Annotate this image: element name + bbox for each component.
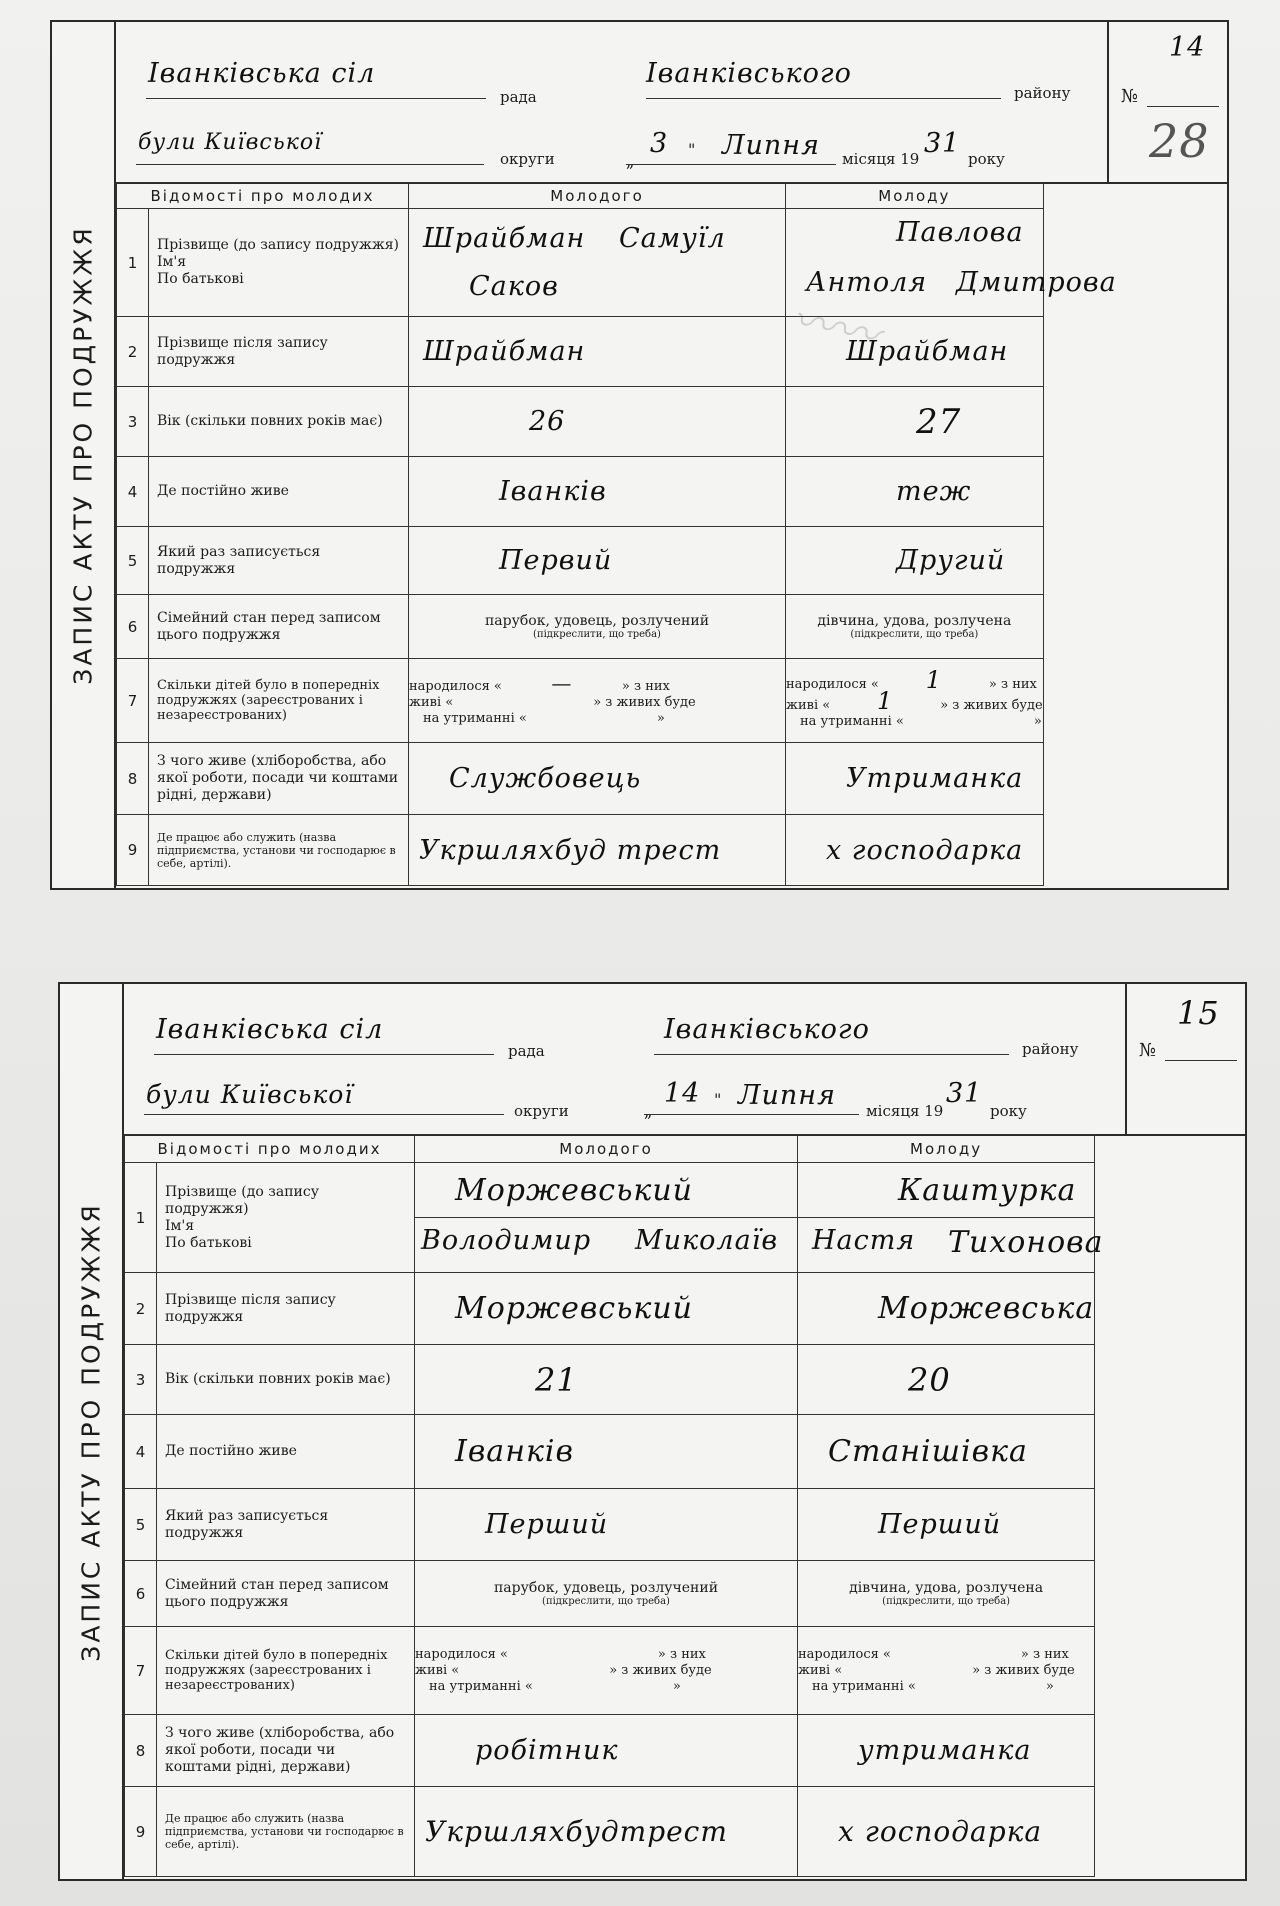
rada-label: рада [508, 1042, 545, 1060]
col-info-header: Відомості про молодих [125, 1135, 415, 1163]
kids-support-label: на утриманні « [423, 710, 527, 726]
record-table [116, 182, 1117, 886]
bride-residence: теж [896, 476, 972, 507]
bride-cell [786, 527, 1044, 595]
bride-cell [786, 743, 1044, 815]
groom-residence: Іванків [455, 1434, 574, 1469]
month-label: місяця 19 [866, 1102, 944, 1120]
bride-cell [798, 1715, 1095, 1787]
okruh-value: були Київської [138, 130, 323, 155]
side-title: ЗАПИС АКТУ ПРО ПОДРУЖЖЯ [76, 1201, 106, 1662]
kids-close-label: » [1033, 713, 1042, 729]
col-bride-header: Молоду [786, 183, 1044, 209]
groom-kids-born: — [551, 670, 573, 695]
bride-patronymic: Тихонова [948, 1225, 1104, 1260]
kids-close-label: » [1045, 1678, 1054, 1694]
bride-status-cell [798, 1561, 1095, 1627]
underline [644, 1114, 859, 1115]
status-hint: (підкреслити, що треба) [533, 629, 661, 640]
marriage-record-card [58, 982, 1247, 1881]
bride-living: Утриманка [846, 763, 1024, 794]
groom-patronymic: Саков [469, 271, 559, 302]
selrada-value: Іванківська сіл [148, 58, 376, 89]
groom-name: Самуїл [619, 223, 726, 254]
groom-cell [409, 527, 786, 595]
bride-marriage-count: Другий [896, 545, 1006, 576]
kids-alive-will-label: » з живих буде [593, 694, 696, 710]
kids-close-label: » [656, 710, 665, 726]
kids-alive-will-label: » з живих буде [972, 1662, 1075, 1678]
col-info-header: Відомості про молодих [117, 183, 409, 209]
row-number: 1 [117, 209, 149, 317]
groom-cell [409, 457, 786, 527]
archive-mark: 28 [1149, 114, 1210, 168]
row-number: 6 [117, 595, 149, 659]
marriage-record-card [50, 20, 1229, 890]
bride-age: 20 [908, 1360, 951, 1399]
quote-mark: „ [626, 152, 635, 171]
number-label: № [1139, 1040, 1157, 1061]
divider [798, 1217, 1094, 1218]
row-label: Скільки дітей було в попередніх подружжях (зареєстрованих і незареєстрованих) [149, 659, 409, 743]
kids-of-them-label: » з них [621, 678, 670, 694]
label-patronymic: По батькові [165, 1234, 252, 1251]
row-number: 5 [117, 527, 149, 595]
record-table [124, 1134, 1104, 1877]
bride-cell [798, 1489, 1095, 1561]
row-number: 8 [125, 1715, 157, 1787]
row-number: 2 [125, 1273, 157, 1345]
row-number: 9 [125, 1787, 157, 1877]
row-label: Вік (скільки повних років має) [157, 1345, 415, 1415]
groom-kids-cell [415, 1627, 798, 1715]
groom-status-options: парубок, удовець, розлучений [484, 613, 710, 629]
bride-name: Настя [812, 1225, 916, 1256]
kids-of-them-label: » з них [988, 676, 1037, 692]
bride-cell [786, 387, 1044, 457]
label-patronymic: По батькові [157, 271, 244, 287]
record-header [124, 984, 1245, 1136]
bride-marriage-count: Перший [878, 1509, 1002, 1540]
groom-patronymic: Миколаїв [635, 1225, 779, 1256]
year-label: року [968, 150, 1005, 168]
bride-cell [798, 1345, 1095, 1415]
row-number: 3 [125, 1345, 157, 1415]
groom-status-cell [409, 595, 786, 659]
groom-marriage-count: Перший [485, 1509, 609, 1540]
kids-alive-label: живі « [415, 1662, 460, 1678]
groom-cell [409, 387, 786, 457]
underline [646, 98, 1001, 99]
bride-surname-after: Шрайбман [846, 336, 1009, 367]
underline [136, 164, 484, 165]
side-title-strip [52, 22, 116, 888]
kids-support-label: на утриманні « [429, 1678, 533, 1694]
row-label: Де постійно живе [157, 1415, 415, 1489]
kids-close-label: » [672, 1678, 681, 1694]
number-label: № [1121, 86, 1139, 107]
groom-residence: Іванків [499, 476, 607, 507]
underline [146, 98, 486, 99]
groom-cell [415, 1489, 798, 1561]
bride-cell [786, 457, 1044, 527]
bride-name: Антоля [806, 267, 928, 298]
row-number: 6 [125, 1561, 157, 1627]
bride-work: х господарка [838, 1815, 1043, 1848]
bride-kids-cell [798, 1627, 1095, 1715]
raion-value: Іванківського [664, 1014, 870, 1045]
row-label: Прізвище після запису подружжя [157, 1273, 415, 1345]
quote-mark: " [714, 1090, 722, 1109]
label-surname: Прізвище (до запису подружжя) [165, 1183, 319, 1217]
row-number: 3 [117, 387, 149, 457]
groom-cell [415, 1345, 798, 1415]
bride-kids-cell [786, 659, 1044, 743]
row-label: Сімейний стан перед записом цього подружжя [157, 1561, 415, 1627]
groom-work: Укршляхбудтрест [425, 1815, 728, 1848]
col-groom-header: Молодого [415, 1135, 798, 1163]
groom-names-cell [409, 209, 786, 317]
bride-living: утриманка [858, 1735, 1032, 1766]
kids-alive-will-label: » з живих буде [609, 1662, 712, 1678]
bride-kids-born: 1 [925, 665, 943, 694]
kids-alive-label: живі « [786, 697, 831, 713]
label-name: Ім'я [165, 1217, 195, 1234]
groom-cell [415, 1787, 798, 1877]
kids-support-label: на утриманні « [812, 1678, 916, 1694]
row-label: Вік (скільки повних років має) [149, 387, 409, 457]
bride-status-cell [786, 595, 1044, 659]
row-label: Де працює або служить (назва підприємства, установи чи господарює в себе, артілі). [157, 1787, 415, 1877]
row-label: Який раз записується подружжя [157, 1489, 415, 1561]
row-number: 7 [125, 1627, 157, 1715]
row-label: Сімейний стан перед записом цього подружжя [149, 595, 409, 659]
side-title-strip [60, 984, 124, 1879]
record-number: 15 [1177, 994, 1220, 1032]
underline [144, 1114, 504, 1115]
status-hint: (підкреслити, що треба) [542, 1596, 670, 1607]
row-number: 7 [117, 659, 149, 743]
rada-label: рада [500, 88, 537, 106]
row-number: 5 [125, 1489, 157, 1561]
row-number: 4 [125, 1415, 157, 1489]
kids-born-label: народилося « [798, 1646, 891, 1662]
record-number-box [1125, 984, 1245, 1134]
faded-stamp: 〰〰 [786, 294, 884, 363]
row-label: З чого живе (хліборобства, або якої роботи, посади чи коштами рідні, держави) [149, 743, 409, 815]
raion-label: району [1022, 1040, 1079, 1058]
groom-work: Укршляхбуд трест [419, 834, 722, 866]
underline [626, 164, 836, 165]
groom-status-options: парубок, удовець, розлучений [493, 1580, 719, 1596]
day-value: 14 [664, 1078, 701, 1109]
bride-cell [786, 815, 1044, 886]
record-number: 14 [1169, 32, 1206, 63]
row-label: Прізвище після запису подружжя [149, 317, 409, 387]
quote-mark: „ [644, 1102, 653, 1121]
col-groom-header: Молодого [409, 183, 786, 209]
groom-age: 21 [535, 1360, 578, 1399]
row-number: 2 [117, 317, 149, 387]
month-value: Липня [738, 1080, 836, 1111]
bride-work: х господарка [826, 834, 1024, 866]
row-label: Який раз записується подружжя [149, 527, 409, 595]
col-bride-header: Молоду [798, 1135, 1095, 1163]
record-number-box [1107, 22, 1227, 182]
kids-of-them-label: » з них [657, 1646, 706, 1662]
kids-born-label: народилося « [786, 676, 879, 692]
bride-names-cell [798, 1163, 1104, 1273]
groom-status-cell [415, 1561, 798, 1627]
year-value: 31 [924, 128, 961, 159]
divider [415, 1217, 797, 1218]
row-number: 4 [117, 457, 149, 527]
side-title: ЗАПИС АКТУ ПРО ПОДРУЖЖЯ [68, 225, 98, 685]
status-hint: (підкреслити, що треба) [882, 1596, 1011, 1607]
bride-cell [798, 1415, 1095, 1489]
row-label-names [149, 209, 409, 317]
bride-residence: Станішівка [828, 1434, 1028, 1469]
groom-name: Володимир [421, 1225, 592, 1256]
year-label: року [990, 1102, 1027, 1120]
groom-cell [409, 815, 786, 886]
row-label: Де працює або служить (назва підприємства, установи чи господарює в себе, артілі). [149, 815, 409, 886]
groom-living: робітник [475, 1735, 619, 1766]
row-number: 1 [125, 1163, 157, 1273]
underline [154, 1054, 494, 1055]
kids-born-label: народилося « [409, 678, 502, 694]
label-surname: Прізвище (до запису подружжя) [157, 237, 400, 253]
kids-support-label: на утриманні « [800, 713, 904, 729]
groom-living: Службовець [449, 763, 642, 794]
okruh-label: округи [514, 1102, 569, 1120]
row-number: 8 [117, 743, 149, 815]
bride-cell [798, 1787, 1095, 1877]
day-value: 3 [650, 128, 669, 159]
bride-surname-after: Моржевська [878, 1291, 1095, 1326]
groom-kids-cell [409, 659, 786, 743]
row-number: 9 [117, 815, 149, 886]
groom-surname: Шрайбман [423, 223, 586, 254]
month-value: Липня [722, 130, 820, 161]
kids-alive-label: живі « [409, 694, 454, 710]
okruh-value: були Київської [146, 1080, 354, 1109]
bride-names-cell [786, 209, 1117, 317]
groom-marriage-count: Первий [499, 545, 613, 576]
row-label: З чого живе (хліборобства, або якої роботи, посади чи коштами рідні, держави) [157, 1715, 415, 1787]
bride-surname: Павлова [896, 217, 1024, 248]
bride-cell [786, 317, 1044, 387]
groom-cell [409, 317, 786, 387]
okruh-label: округи [500, 150, 555, 168]
bride-cell [798, 1273, 1095, 1345]
underline [1147, 106, 1219, 107]
row-label: Де постійно живе [149, 457, 409, 527]
month-label: місяця 19 [842, 150, 920, 168]
record-header [116, 22, 1227, 184]
selrada-value: Іванківська сіл [156, 1014, 384, 1045]
label-name: Ім'я [157, 254, 187, 270]
groom-names-cell [415, 1163, 798, 1273]
groom-cell [409, 743, 786, 815]
raion-value: Іванківського [646, 58, 852, 89]
kids-of-them-label: » з них [1020, 1646, 1069, 1662]
kids-alive-will-label: » з живих буде [940, 697, 1043, 713]
raion-label: району [1014, 84, 1071, 102]
bride-status-options: дівчина, удова, розлучена [817, 613, 1012, 629]
bride-status-options: дівчина, удова, розлучена [849, 1580, 1044, 1596]
groom-surname-after: Моржевський [455, 1291, 693, 1326]
bride-kids-alive: 1 [877, 686, 894, 715]
groom-cell [415, 1715, 798, 1787]
row-label-names [157, 1163, 415, 1273]
groom-cell [415, 1415, 798, 1489]
bride-patronymic: Дмитрова [956, 267, 1117, 298]
underline [1165, 1060, 1237, 1061]
kids-born-label: народилося « [415, 1646, 508, 1662]
underline [654, 1054, 1009, 1055]
status-hint: (підкреслити, що треба) [850, 629, 979, 640]
groom-age: 26 [529, 406, 566, 437]
groom-surname: Моржевський [455, 1173, 693, 1208]
row-label: Скільки дітей було в попередніх подружжях (зареєстрованих і незареєстрованих) [157, 1627, 415, 1715]
quote-mark: " [688, 140, 696, 159]
bride-surname: Каштурка [898, 1173, 1077, 1208]
kids-alive-label: живі « [798, 1662, 843, 1678]
groom-cell [415, 1273, 798, 1345]
groom-surname-after: Шрайбман [423, 336, 586, 367]
year-value: 31 [946, 1078, 983, 1109]
bride-age: 27 [916, 401, 962, 442]
